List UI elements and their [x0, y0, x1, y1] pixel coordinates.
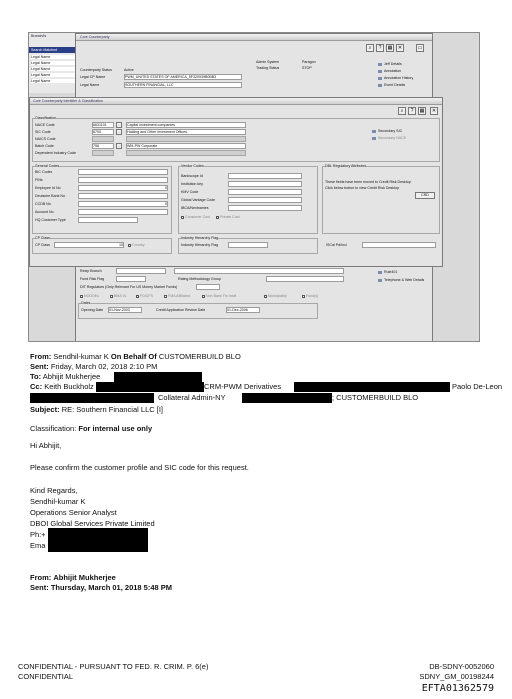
- prev-from-value: Abhijit Mukherjee: [53, 573, 116, 582]
- close-icon[interactable]: ✕: [397, 45, 403, 51]
- dates-group-title: Dates: [81, 301, 91, 305]
- prev-from-label: From:: [30, 573, 52, 582]
- link-label: Rule401: [384, 270, 398, 274]
- close-icon[interactable]: ✕: [431, 108, 437, 114]
- gen-label: HQ Customer Type: [35, 218, 66, 222]
- dbl-regulatory-group: [322, 166, 440, 234]
- class-code-field[interactable]: 6700: [92, 129, 114, 135]
- trading-status-label: Trading Status: [256, 66, 280, 70]
- gen-label: BIC Codes: [35, 170, 53, 174]
- vendor-label: Institution key: [181, 182, 203, 186]
- gen-label: Deutsche Bank No: [35, 194, 65, 198]
- checkbox-icon: [202, 295, 205, 298]
- from-value: Sendhil-kumar K: [53, 352, 109, 361]
- class-label: Dependent Industry Code: [35, 151, 76, 155]
- to-label: To:: [30, 372, 42, 381]
- on-behalf-label: On Behalf Of: [110, 352, 157, 361]
- sent-value: Friday, March 02, 2018 2:10 PM: [50, 362, 158, 371]
- legal-cp-name-label: Legal CP Name: [80, 75, 106, 79]
- link-icon: [378, 279, 382, 282]
- question-icon[interactable]: ?: [408, 107, 416, 115]
- prev-sent-label: Sent:: [30, 583, 49, 592]
- general-codes-title: General Codes: [35, 164, 60, 168]
- to-value: Abhijit Mukherjee: [42, 372, 101, 381]
- classification-value: For internal use only: [78, 424, 153, 433]
- back-link[interactable]: [378, 76, 413, 80]
- sent-label: Sent:: [30, 362, 49, 371]
- signature-name: Sendhil-kumar K: [30, 497, 86, 506]
- email-body: Please confirm the customer profile and SIC code for this request.: [30, 463, 249, 472]
- rating-method-field[interactable]: [266, 276, 344, 282]
- prev-sent-line: [30, 583, 172, 593]
- vendor-field[interactable]: [228, 197, 302, 203]
- checkbox-label: NOODEs: [84, 294, 99, 298]
- fund-risk-field[interactable]: [116, 276, 146, 282]
- link-icon: [378, 70, 382, 73]
- legal-name-label: Legal Name: [80, 83, 100, 87]
- cc-part-5: ; CUSTOMERBUILD BLO: [332, 393, 419, 402]
- vendor-label: Global Vantage Code: [181, 198, 216, 202]
- reg-checkbox[interactable]: [264, 294, 287, 298]
- subject-label: Subject:: [30, 405, 60, 414]
- reg-checkbox[interactable]: [80, 294, 99, 298]
- left-row[interactable]: Legal Name: [31, 79, 77, 83]
- class-desc-field[interactable]: [126, 136, 246, 142]
- left-row[interactable]: Legal Name: [31, 67, 77, 71]
- checkbox-icon: [136, 295, 139, 298]
- back-link[interactable]: [378, 83, 405, 87]
- subject-value: RE: Southern Financial LLC [I]: [61, 405, 163, 414]
- cp-status-value: Active: [124, 68, 134, 72]
- telephone-web-link[interactable]: [378, 278, 424, 282]
- checkbox-label: Consumer Cust: [185, 215, 210, 219]
- class-label: NAICS Code: [35, 137, 56, 141]
- window-icon[interactable]: ▭: [417, 45, 423, 51]
- left-panel-header: Branch/Is: [31, 34, 47, 38]
- checkbox-label: Fund(s): [306, 294, 319, 298]
- gen-field[interactable]: [78, 169, 168, 175]
- question-icon[interactable]: ?: [376, 44, 384, 52]
- gen-field[interactable]: 0: [78, 185, 168, 191]
- gen-label: CCDB No: [35, 202, 51, 206]
- vendor-label: IBCA/Nextnames: [181, 206, 209, 210]
- vendor-codes-title: Vendor Codes: [181, 164, 204, 168]
- on-behalf-value: CUSTOMERBUILD BLO: [158, 352, 241, 361]
- cc-part-3: Paolo De-Leon: [452, 382, 503, 391]
- ihf-field[interactable]: [228, 242, 268, 248]
- link-label: Jeff Details: [384, 62, 402, 66]
- bates-number: EFTA01362579: [421, 683, 494, 694]
- cp-status-label: Counterparty Status: [80, 68, 112, 72]
- back-link[interactable]: [378, 62, 402, 66]
- vendor-field[interactable]: [228, 189, 302, 195]
- checkbox-icon: [80, 295, 83, 298]
- link-label: Event Details: [384, 83, 406, 87]
- checkbox-label: FDICFS: [140, 294, 153, 298]
- redaction-bar: [30, 393, 154, 403]
- classification-group-title: Classification: [35, 116, 57, 120]
- link-icon: [378, 63, 382, 66]
- vendor-label: KMV Code: [181, 190, 199, 194]
- admin-system-label: Admin System: [256, 60, 280, 64]
- class-label: NACE Code: [35, 123, 55, 127]
- email-sent-line: [30, 362, 157, 372]
- checkbox-label: BMA VL: [114, 294, 127, 298]
- ihf-label: Industry Hierarchy Flag: [181, 243, 219, 247]
- checkbox-label: FMA Affiliated: [168, 294, 190, 298]
- gen-field[interactable]: [78, 193, 168, 199]
- vendor-field[interactable]: [228, 173, 302, 179]
- link-icon: [378, 77, 382, 80]
- gen-field[interactable]: 0: [78, 201, 168, 207]
- iscal-field[interactable]: [362, 242, 436, 248]
- back-window-titlebar: [76, 34, 432, 41]
- cp-class-label: CP Class: [35, 243, 50, 247]
- signature-company: DBOI Global Services Private Limited: [30, 519, 155, 528]
- checkbox-icon: [216, 216, 219, 219]
- legal-cp-name-field[interactable]: PWM_UNITED STATES OF AMERICA_5F320939B0BB3: [124, 74, 242, 80]
- gen-field[interactable]: [78, 217, 138, 223]
- recip-branch-label: Recip Branch: [80, 269, 102, 273]
- left-row[interactable]: Legal Name: [31, 55, 77, 59]
- core-counterparty-window: [75, 33, 433, 99]
- class-code-field[interactable]: [92, 136, 114, 142]
- lower-section: [75, 267, 433, 342]
- checkbox-icon: [110, 295, 113, 298]
- email-to-line: [30, 372, 100, 382]
- vendor-field[interactable]: [228, 181, 302, 187]
- class-code-field[interactable]: 6631101: [92, 122, 114, 128]
- back-link[interactable]: [378, 69, 401, 73]
- class-desc-field[interactable]: Capital investment companies: [126, 122, 246, 128]
- binoculars-icon[interactable]: ⌕: [366, 44, 374, 52]
- link-icon: [378, 271, 382, 274]
- signature-phone: Ph:+: [30, 530, 46, 539]
- redaction-bar: [96, 382, 204, 392]
- class-label: SIC Code: [35, 130, 51, 134]
- classification-line: [30, 424, 152, 434]
- opening-date-field[interactable]: 01-Nov-2003: [108, 307, 142, 313]
- redaction-bar: [242, 393, 332, 403]
- email-cc-line: [30, 382, 94, 392]
- link-icon: [378, 84, 382, 87]
- prev-from-line: [30, 573, 116, 583]
- secondary-sic-link[interactable]: [372, 129, 402, 133]
- gen-label: FINs: [35, 178, 43, 182]
- link-label: Secondary NACE: [378, 136, 407, 140]
- checkbox-label: Private Cust: [220, 215, 240, 219]
- trading-status-value: STOP: [302, 66, 312, 70]
- checkbox-icon: [164, 295, 167, 298]
- classification-label: Classification:: [30, 424, 77, 433]
- ihf-group-title: Industry Hierarchy Flag: [181, 236, 219, 240]
- reg-checkbox[interactable]: [164, 294, 190, 298]
- cc-value: Keith Buckholz: [44, 382, 94, 391]
- footer-right-line-1: DB-SDNY-0052060: [429, 662, 494, 671]
- lookup-icon[interactable]: …: [117, 130, 121, 134]
- left-panel: [29, 33, 79, 93]
- fund-risk-label: Fund Risk Flag: [80, 277, 105, 281]
- dbl-note: Click below button to view Credit Risk Desktop: [325, 186, 400, 190]
- checkbox-label: Non Bank Fin Instit: [206, 294, 237, 298]
- checkbox-icon: [302, 295, 305, 298]
- checkbox-label: Country: [132, 243, 145, 247]
- redaction-bar: [114, 372, 202, 382]
- link-label: Annotation: [384, 69, 402, 73]
- gen-label: Employee Id No: [35, 186, 61, 190]
- review-date-label: Credit Application Review Date: [156, 308, 206, 312]
- footer-left-line-2: CONFIDENTIAL: [18, 672, 74, 681]
- rating-method-label: Rating Methodology Group: [178, 277, 221, 281]
- checkbox-icon: [264, 295, 267, 298]
- signature-title: Operations Senior Analyst: [30, 508, 117, 517]
- class-code-field[interactable]: [92, 150, 114, 156]
- from-label: From:: [30, 352, 52, 361]
- checkbox-label: Municipality: [268, 294, 287, 298]
- class-desc-field[interactable]: WM-PW Corporate: [126, 143, 246, 149]
- link-icon: [372, 137, 376, 140]
- link-label: Telephone & Web Details: [384, 278, 425, 282]
- email-from-line: [30, 352, 241, 362]
- left-row[interactable]: Legal Name: [31, 61, 77, 65]
- front-window-title: Core Counterparty Identifier & Classification: [33, 99, 103, 103]
- lookup-icon[interactable]: …: [117, 123, 121, 127]
- dbl-group-title: DBL Regulatory Attributes: [325, 164, 367, 168]
- class-desc-field[interactable]: Holding and Other Investment Offices: [126, 129, 246, 135]
- recip-branch-field[interactable]: [116, 268, 166, 274]
- checkbox-icon: [181, 216, 184, 219]
- link-icon: [372, 130, 376, 133]
- vendor-field[interactable]: [228, 205, 302, 211]
- checkbox-icon: [128, 244, 131, 247]
- secondary-nace-link[interactable]: [372, 136, 406, 140]
- class-label: Batch Code: [35, 144, 54, 148]
- reg-checkbox[interactable]: [202, 294, 236, 298]
- country-checkbox[interactable]: [128, 243, 145, 247]
- redaction-bar: [48, 528, 148, 552]
- admin-system-value: Paragon: [302, 60, 316, 64]
- reg-checkbox[interactable]: [136, 294, 153, 298]
- class-desc-field[interactable]: [126, 150, 246, 156]
- grid-icon[interactable]: ▦: [419, 108, 425, 114]
- reg-checkbox[interactable]: [302, 294, 318, 298]
- redaction-bar: [294, 382, 450, 392]
- closing: Kind Regards,: [30, 486, 78, 495]
- email-subject-line: [30, 405, 163, 415]
- cc-part-2: CRM-PWM Derivatives: [204, 382, 282, 391]
- review-date-field[interactable]: 01-Dec-2006: [226, 307, 260, 313]
- cc-part-4: Collateral Admin-NY: [158, 393, 226, 402]
- recip-branch-field-2[interactable]: [174, 268, 344, 274]
- signature-email: Ema: [30, 541, 46, 550]
- back-window-title: Core Counterparty: [80, 35, 110, 39]
- grid-icon[interactable]: ▦: [387, 45, 393, 51]
- greeting: Hi Abhijit,: [30, 441, 62, 450]
- cc-label: Cc:: [30, 382, 43, 391]
- crd-button[interactable]: CRD: [415, 192, 435, 199]
- legal-name-field[interactable]: SOUTHERN FINANCIAL, LLC: [124, 82, 242, 88]
- reg-checkbox[interactable]: [110, 294, 127, 298]
- identifier-classification-window: [29, 97, 443, 267]
- class-code-field[interactable]: 756: [92, 143, 114, 149]
- opening-date-label: Opening Date: [81, 308, 104, 312]
- link-label: Annotation History: [384, 76, 414, 80]
- embedded-screenshot: [28, 32, 480, 342]
- gen-field[interactable]: [78, 177, 168, 183]
- cp-class-group-title: CP Class: [35, 236, 50, 240]
- iscal-label: ISCal Pd/Incl: [326, 243, 347, 247]
- cp-class-field[interactable]: 15: [54, 242, 124, 248]
- gen-field[interactable]: [78, 209, 168, 215]
- lookup-icon[interactable]: …: [117, 144, 121, 148]
- consumer-cust-checkbox[interactable]: [181, 215, 210, 219]
- rule401-link[interactable]: [378, 270, 397, 274]
- left-row[interactable]: Legal Name: [31, 73, 77, 77]
- gen-label: Account No: [35, 210, 54, 214]
- binoculars-icon[interactable]: ⌕: [398, 107, 406, 115]
- private-cust-checkbox[interactable]: [216, 215, 240, 219]
- footer-left-line-1: CONFIDENTIAL - PURSUANT TO FED. R. CRIM. P. 6(e): [18, 662, 209, 671]
- search-matched-title: Search Matched: [31, 48, 58, 52]
- dit-regulators-label: DIT Regulators (Only Relevant For US Money Market Funds): [80, 285, 178, 289]
- dbl-note: These fields have been moved to Credit Risk Desktop: [325, 180, 411, 184]
- dit-regulators-field[interactable]: [196, 284, 220, 290]
- link-label: Secondary SIC: [378, 129, 403, 133]
- vendor-label: Bankscope Id: [181, 174, 203, 178]
- footer-right-line-2: SDNY_GM_00198244: [419, 672, 494, 681]
- prev-sent-value: Thursday, March 01, 2018 5:48 PM: [50, 583, 173, 592]
